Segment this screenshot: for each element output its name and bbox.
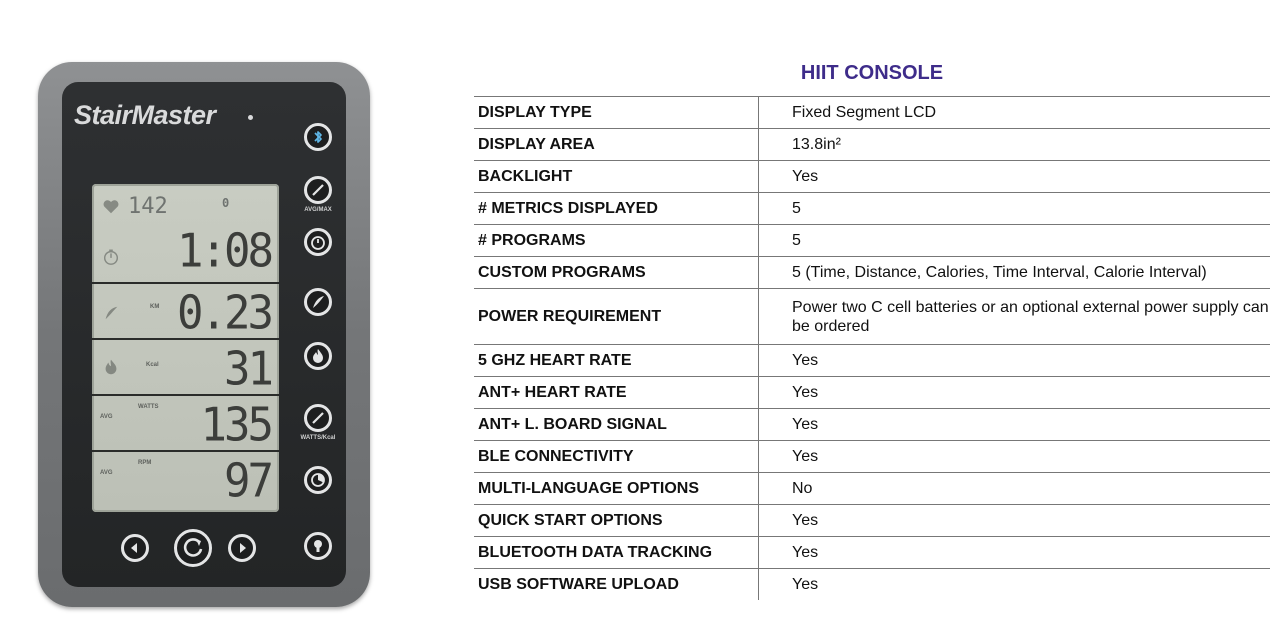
console-device [38,62,370,607]
spec-value: Yes [759,505,1270,537]
spec-key: CUSTOM PROGRAMS [478,263,646,281]
spec-key: DISPLAY AREA [478,135,595,153]
slash-dial-icon [307,179,329,201]
spec-value: Yes [759,345,1270,377]
spec-key: BLE CONNECTIVITY [478,447,634,465]
spec-value: Fixed Segment LCD [759,97,1270,129]
spec-key: 5 GHZ HEART RATE [478,351,632,369]
calories-unit: Kcal [146,362,159,368]
spec-value: 5 (Time, Distance, Calories, Time Interval, Calorie Interval) [759,257,1270,289]
lcd-calories-row [92,340,279,396]
stopwatch-icon [102,248,120,266]
spec-value: Yes [759,377,1270,409]
stopwatch-icon [307,231,329,253]
spec-key: DISPLAY TYPE [478,103,592,121]
spec-value: Power two C cell batteries or an optional external power supply can be ordered [759,289,1270,345]
rpm-button[interactable] [304,466,332,494]
slash-dial-icon [307,407,329,429]
distance-button[interactable] [304,288,332,316]
brand-trademark-dot [248,115,253,120]
arrow-right-icon [231,537,253,559]
distance-value: 0.23 [177,286,271,341]
lcd-display [92,184,279,512]
spec-value: No [759,473,1270,505]
spec-key: # METRICS DISPLAYED [478,199,658,217]
spec-value: 5 [759,225,1270,257]
table-row [474,537,1270,569]
spec-key: POWER REQUIREMENT [478,307,662,325]
lcd-watts-row [92,396,279,452]
lcd-rpm-row [92,452,279,508]
time-value: 1:08 [177,224,271,279]
table-row [474,129,1270,161]
spec-key: BACKLIGHT [478,167,573,185]
lcd-time-row [92,222,279,284]
table-row [474,161,1270,193]
arrow-left-icon [124,537,146,559]
heart-icon [102,198,120,216]
watts-kcal-button[interactable] [304,404,332,432]
timer-button[interactable] [304,228,332,256]
lcd-distance-row [92,284,279,340]
spec-value: 5 [759,193,1270,225]
spec-title: HIIT CONSOLE [800,62,944,84]
spec-key: MULTI-LANGUAGE OPTIONS [478,479,700,497]
spec-key: USB SOFTWARE UPLOAD [478,575,679,593]
flame-icon [102,358,120,376]
rpm-value: 97 [224,454,271,509]
table-row [474,505,1270,537]
avg-max-label: AVG/MAX [304,207,332,213]
spec-key: QUICK START OPTIONS [478,511,663,529]
table-row [474,569,1270,601]
rpm-side-label: AVG [100,470,113,476]
spec-value: 13.8in² [759,129,1270,161]
rpm-label: RPM [138,460,152,466]
brand-logo: StairMaster [74,100,216,130]
pie-gauge-icon [307,469,329,491]
table-row [474,289,1270,345]
reset-button[interactable] [174,529,212,567]
bluetooth-icon [307,126,329,148]
flame-icon [307,345,329,367]
spec-table [474,96,1270,600]
watts-label: WATTS [138,404,159,410]
spec-value: Yes [759,537,1270,569]
spec-value: Yes [759,441,1270,473]
lcd-heart-row [92,184,279,222]
spec-key: ANT+ HEART RATE [478,383,627,401]
table-row [474,409,1270,441]
table-row [474,225,1270,257]
watts-side-label: AVG [100,414,113,420]
table-row [474,377,1270,409]
distance-icon [102,304,120,322]
watts-kcal-label: WATTS/Kcal [300,435,336,441]
table-row [474,97,1270,129]
spec-value: Yes [759,569,1270,601]
refresh-icon [177,532,209,564]
watts-value: 135 [200,398,271,453]
spec-key: BLUETOOTH DATA TRACKING [478,543,713,561]
spec-value: Yes [759,409,1270,441]
calories-value: 31 [224,342,271,397]
spec-value: Yes [759,161,1270,193]
next-button[interactable] [228,534,256,562]
table-row [474,441,1270,473]
distance-unit: KM [150,304,160,310]
avg-max-button[interactable] [304,176,332,204]
bluetooth-button[interactable] [304,123,332,151]
info-button[interactable] [304,532,332,560]
table-row [474,193,1270,225]
table-row [474,257,1270,289]
distance-icon [307,291,329,313]
table-row [474,473,1270,505]
spec-key: ANT+ L. BOARD SIGNAL [478,415,667,433]
heart-zone-value: 0 [222,196,230,210]
table-row [474,345,1270,377]
lightbulb-icon [307,535,329,557]
calories-button[interactable] [304,342,332,370]
heart-rate-value: 142 [128,194,168,219]
spec-key: # PROGRAMS [478,231,586,249]
previous-button[interactable] [121,534,149,562]
